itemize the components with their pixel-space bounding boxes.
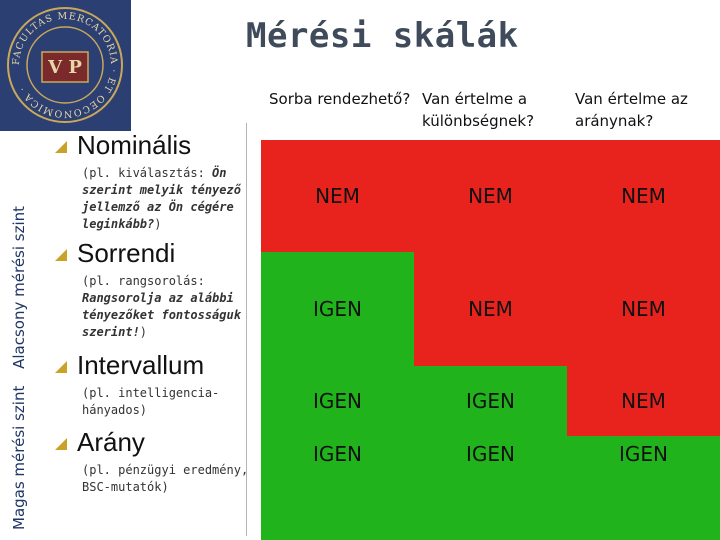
table-cell: NEM [567,252,720,366]
table-cell: IGEN [261,436,414,540]
column-header-ratio: Van értelme az aránynak? [575,90,688,130]
scale-name: Intervallum [77,350,205,380]
page-title: Mérési skálák [246,16,519,56]
bullet-icon [55,361,67,373]
scale-item-ratio [55,427,249,496]
scale-description: (pl. intelligencia-hányados) [82,386,220,417]
table-cell: IGEN [414,366,567,436]
university-logo [0,0,131,131]
scale-item-ordinal [55,238,245,341]
high-level-label: Magas mérési szint [10,385,28,530]
table-cell: IGEN [414,436,567,540]
bullet-icon [55,249,67,261]
scale-description: (pl. pénzügyi eredmény, BSC-mutatók) [82,463,249,494]
table-cell: IGEN [261,366,414,436]
low-level-label: Alacsony mérési szint [10,205,28,369]
table-cell: IGEN [567,436,720,540]
bullet-icon [55,141,67,153]
column-header-orderable: Sorba rendezhető? [269,90,411,108]
scale-name: Arány [77,427,145,457]
table-cell: NEM [414,140,567,252]
logo-monogram: V P [48,57,82,78]
scale-name: Nominális [77,130,192,160]
logo-ring-text: FACULTAS MERCATORIA · ET OECONOMICA · [10,10,120,120]
scale-description: (pl. rangsorolás: Rangsorolja az alábbi tényezőket fontosságuk szerint!) [82,274,241,339]
table-cell: IGEN [261,252,414,366]
measurement-level-axis [5,130,33,530]
table-cell: NEM [567,140,720,252]
table-cell: NEM [567,366,720,436]
table-cell: NEM [414,252,567,366]
scale-name: Sorrendi [77,238,176,268]
scale-description: (pl. kiválasztás: Ön szerint melyik tényező jellemző az Ön cégére leginkább?) [82,166,241,231]
scale-item-nominal [55,130,245,233]
properties-table [261,80,720,540]
column-header-difference: Van értelme a különbségnek? [422,90,535,130]
bullet-icon [55,438,67,450]
scale-item-interval [55,350,245,419]
table-cell: NEM [261,140,414,252]
